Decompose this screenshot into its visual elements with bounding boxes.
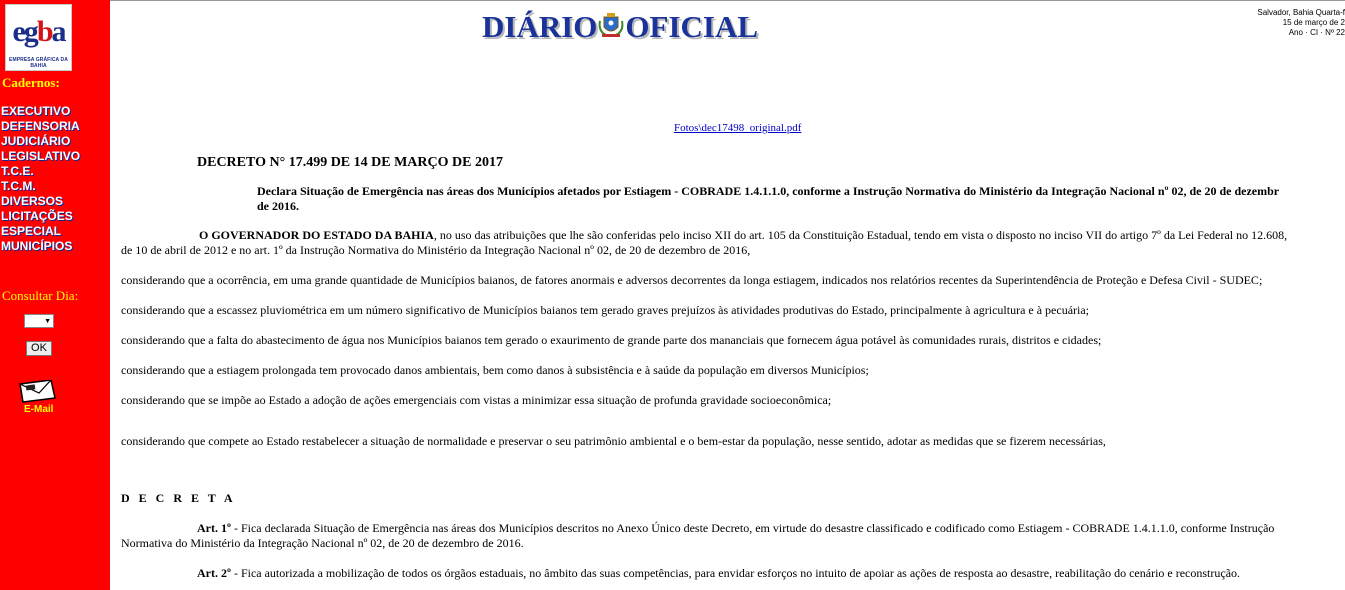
- preamble-line1-text: , no uso das atribuições que lhe são conferidas pelo inciso XII do art. 105 da Constituição Estadual, tendo em vista o disposto no inciso VII do artigo 7º da Lei Federal no 12.608,: [433, 228, 1288, 242]
- nav-tce[interactable]: T.C.E.: [1, 164, 34, 178]
- decree-title: DECRETO N° 17.499 DE 14 DE MARÇO DE 2017: [197, 155, 503, 170]
- preamble-line1: [121, 228, 1287, 243]
- nav-executivo[interactable]: EXECUTIVO: [1, 104, 71, 118]
- cadernos-nav: [1, 104, 80, 254]
- nav-municipios[interactable]: MUNICÍPIOS: [1, 239, 73, 253]
- pdf-original-link[interactable]: Fotos\dec17498_original.pdf: [674, 122, 802, 134]
- article-1-line1: [121, 521, 1274, 536]
- considerando-4: considerando que a estiagem prolongada tem provocado danos ambientais, bem como danos à subsistência e à saúde da população em diversos Municípios;: [121, 363, 869, 377]
- nav-legislativo[interactable]: LEGISLATIVO: [1, 149, 81, 163]
- decree-ementa: [257, 184, 1279, 214]
- article-1: [121, 521, 1274, 551]
- considerando-1: considerando que a ocorrência, em uma grande quantidade de Municípios baianos, de fatores anormais e adversos decorrentes da longa estiagem, indicados nos relatórios recentes da Superintendência de Proteção e Defesa Civil - SUDEC;: [121, 273, 1263, 287]
- egba-logo[interactable]: [5, 4, 72, 71]
- nav-diversos[interactable]: DIVERSOS: [1, 194, 64, 208]
- masthead-title-right: OFICIAL: [625, 9, 759, 44]
- article-1-line2: Normativa do Ministério da Integração Nacional nº 02, de 20 de dezembro de 2016.: [121, 536, 524, 550]
- consultar-dia-label: Consultar Dia:: [2, 288, 79, 303]
- considerando-3: considerando que a falta do abastecimento de água nos Municípios baianos tem gerado o exaurimento de grande parte dos mananciais que fornecem água potável às comunidades rurais, distritos e cidades;: [121, 333, 1102, 347]
- nav-judiciario[interactable]: JUDICIÁRIO: [1, 134, 71, 148]
- edition-date-line2: 15 de março de 2: [1282, 18, 1345, 27]
- day-select[interactable]: [24, 314, 54, 328]
- nav-licitacoes[interactable]: LICITAÇÕES: [1, 209, 73, 223]
- article-1-text: - Fica declarada Situação de Emergência nas áreas dos Municípios descritos no Anexo Único deste Decreto, em virtude do desastre classificado e codificado como Estiagem - COBRADE 1.4.1.1.0, conforme Instrução: [230, 521, 1275, 535]
- ementa-line2: de 2016.: [257, 199, 299, 213]
- masthead: [482, 9, 758, 45]
- article-2-text: - Fica autorizada a mobilização de todos os órgãos estaduais, no âmbito das suas competências, para envidar esforços no intuito de apoiar as ações de resposta ao desastre, reabilitação do cenário e reconstrução.: [230, 566, 1241, 580]
- article-2-label: Art. 2º: [197, 566, 231, 580]
- logo-brand: egba: [12, 15, 65, 48]
- edition-date-block: [1257, 8, 1345, 38]
- cadernos-label: Cadernos:: [2, 75, 60, 90]
- ementa-line1: Declara Situação de Emergência nas áreas dos Municípios afetados por Estiagem - COBRADE 1.4.1.1.0, conforme a Instrução Normativa do Ministério da Integração Nacional nº 02, de 20 de dezembr: [257, 184, 1280, 198]
- preamble-line2: de 10 de abril de 2012 e no art. 1º da Instrução Normativa do Ministério da Integração Nacional nº 02, de 20 de dezembro de 2016,: [121, 243, 751, 257]
- article-2: [121, 566, 1240, 581]
- chevron-down-icon: ▼: [44, 317, 51, 325]
- sidebar: [0, 0, 110, 590]
- edition-date-line1: Salvador, Bahia Quarta-f: [1257, 8, 1345, 17]
- email-link[interactable]: E-Mail: [24, 404, 54, 415]
- bahia-coat-of-arms-icon: [598, 11, 624, 39]
- top-divider: [110, 0, 1345, 1]
- nav-especial[interactable]: ESPECIAL: [1, 224, 62, 238]
- decreta-heading: D E C R E T A: [121, 491, 236, 505]
- nav-tcm[interactable]: T.C.M.: [1, 179, 36, 193]
- logo-tagline: EMPRESA GRÁFICA DA BAHIA: [9, 57, 68, 69]
- considerando-5: considerando que se impõe ao Estado a adoção de ações emergenciais com vistas a minimizar essa situação de profunda gravidade socioeconômica;: [121, 393, 832, 407]
- considerando-2: considerando que a escassez pluviométrica em um número significativo de Municípios baianos tem gerado graves prejuízos às atividades produtivas do Estado, principalmente à agricultura e à pecuária;: [121, 303, 1090, 317]
- envelope-icon[interactable]: [17, 380, 57, 404]
- considerando-6: considerando que compete ao Estado restabelecer a situação de normalidade e preservar o seu patrimônio ambiental e o bem-estar da população, nesse sentido, adotar as medidas que se fizerem necessárias,: [121, 434, 1106, 448]
- article-1-label: Art. 1º: [197, 521, 231, 535]
- masthead-title-left: DIÁRIO: [482, 9, 598, 44]
- governor-title: O GOVERNADOR DO ESTADO DA BAHIA: [199, 228, 434, 242]
- ok-button[interactable]: OK: [26, 341, 52, 356]
- governor-preamble: [121, 228, 1287, 258]
- article-2-line1: [121, 566, 1240, 581]
- nav-defensoria[interactable]: DEFENSORIA: [1, 119, 80, 133]
- edition-number-line: Ano · CI · Nº 22: [1288, 28, 1345, 37]
